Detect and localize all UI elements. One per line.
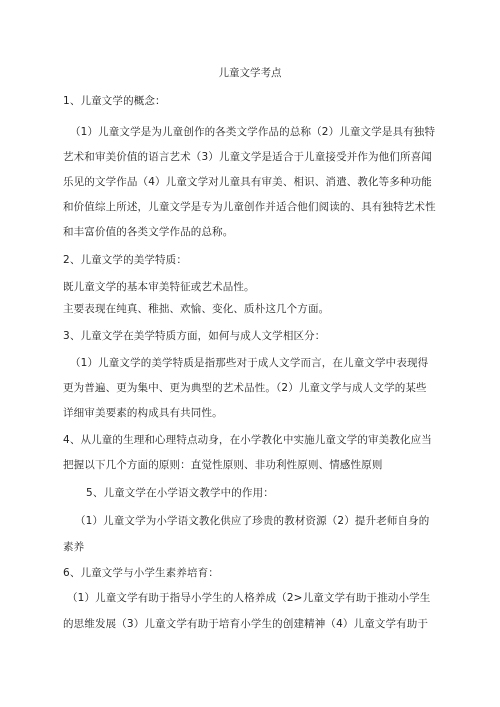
paragraph-line: 和价值综上所述，儿童文学是专为儿童创作并适合他们阅读的、具有独特艺术性 xyxy=(63,201,436,213)
paragraph-line: 详细审美要素的构成具有共同性。 xyxy=(63,407,223,419)
paragraph-line: 主要表现在纯真、稚拙、欢愉、变化、质朴这几个方面。 xyxy=(63,303,330,315)
paragraph-line: 艺术和审美价值的语言艺术（3）儿童文学是适合于儿童接受并作为他们所喜闻 xyxy=(63,151,432,163)
paragraph-line: 把握以下几个方面的原则：直觉性原则、非功利性原则、情感性原则 xyxy=(63,459,383,471)
paragraph-line: （1）儿童文学有助于指导小学生的人格养成（2>儿童文学有助于推动小学生 xyxy=(67,592,431,604)
paragraph-line: （1）儿童文学为小学语文教化供应了珍贵的教材资源（2）提升老师自身的 xyxy=(75,515,430,527)
document-title: 儿童文学考点 xyxy=(218,67,282,79)
heading-4: 4、从儿童的生理和心理特点动身，在小学教化中实施儿童文学的审美教化应当 xyxy=(63,434,432,446)
paragraph-line: 更为普遍、更为集中、更为典型的艺术品性。（2）儿童文学与成人文学的某些 xyxy=(63,382,427,394)
paragraph-line: 既儿童文学的基本审美特征或艺术品性。 xyxy=(63,281,255,293)
heading-5: 5、儿童文学在小学语文教学中的作用： xyxy=(86,487,274,499)
heading-2: 2、儿童文学的美学特质： xyxy=(63,254,187,266)
paragraph-line: 素养 xyxy=(63,541,85,553)
paragraph-line: 乐见的文学作品（4）儿童文学对儿童具有审美、相识、消遣、教化等多种功能 xyxy=(63,176,432,188)
paragraph-line: 和丰富价值的各类文学作品的总称。 xyxy=(63,226,234,238)
heading-3: 3、儿童文学在美学特质方面，如何与成人文学相区分： xyxy=(63,330,326,342)
paragraph-line: （1）儿童文学的美学特质是指那些对于成人文学而言，在儿童文学中表现得 xyxy=(70,357,429,369)
heading-1: 1、儿童文学的概念： xyxy=(63,95,166,107)
heading-6: 6、儿童文学与小学生素养培育： xyxy=(63,567,219,579)
paragraph-line: （1）儿童文学是为儿童创作的各类文学作品的总称（2）儿童文学是具有独特 xyxy=(70,126,436,138)
paragraph-line: 的思维发展（3）儿童文学有助于培育小学生的创建精神（4）儿童文学有助于 xyxy=(63,618,429,630)
